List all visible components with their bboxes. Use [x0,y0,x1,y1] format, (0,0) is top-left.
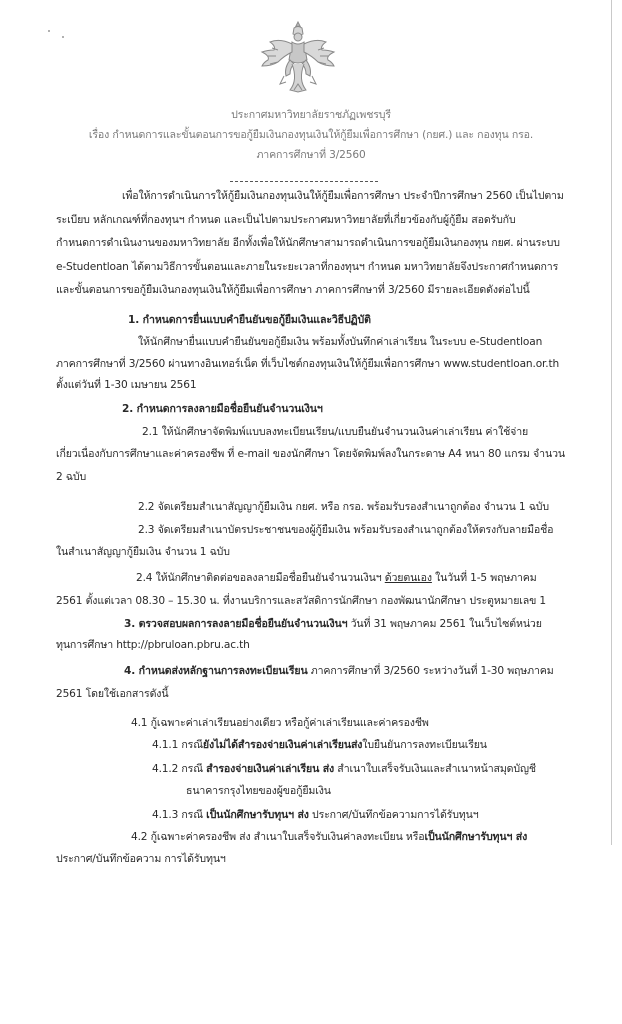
intro-line: e-Studentloan ได้ตามวิธีการขั้นตอนและภายในระยะเวลาที่กองทุนฯ กำหนด มหาวิทยาลัยจึงประกาศกำหนดการ [56,261,559,273]
section-3-url: ทุนการศึกษา http://pbruloan.pbru.ac.th [56,639,250,651]
section-2-heading: 2. กำหนดการลงลายมือชื่อยืนยันจำนวนเงินฯ [122,403,323,415]
item-4-1-3 [152,808,479,822]
item-2-1-cont: 2 ฉบับ [56,471,87,483]
section-1-line: ภาคการศึกษาที่ 3/2560 ผ่านทางอินเทอร์เน็ต ที่เว็บไซต์กองทุนเงินให้กู้ยืมเพื่อการศึกษา www.studentloan.or.th [56,358,560,370]
item-4-2-text: 4.2 กู้เฉพาะค่าครองชีพ ส่ง สำเนาใบเสร็จรับเงินค่าลงทะเบียน หรือ [131,831,425,843]
section-1-heading: 1. กำหนดการยื่นแบบคำยืนยันขอกู้ยืมเงินและวิธีปฏิบัติ [128,314,371,326]
item-4-2-bold: เป็นนักศึกษารับทุนฯ ส่ง [424,831,528,843]
section-3-heading: 3. ตรวจสอบผลการลงลายมือชื่อยืนยันจำนวนเงินฯ [124,618,348,630]
document-subject: เรื่อง กำหนดการและขั้นตอนการขอกู้ยืมเงินกองทุนเงินให้กู้ยืมเพื่อการศึกษา (กยศ.) และ กองทุน กรอ. [88,129,534,141]
item-2-1: 2.1 ให้นักศึกษาจัดพิมพ์แบบลงทะเบียนเรียน/แบบยืนยันจำนวนเงินค่าเล่าเรียน ค่าใช้จ่าย [142,426,529,438]
section-4-cont: 2561 โดยใช้เอกสารดังนี้ [56,688,169,700]
item-4-1-2-bold: สำรองจ่ายเงินค่าเล่าเรียน ส่ง [206,763,335,775]
item-2-3-cont: ในสำเนาสัญญากู้ยืมเงิน จำนวน 1 ฉบับ [56,546,230,558]
item-2-4-text: 2.4 ให้นักศึกษาติดต่อขอลงลายมือชื่อยืนยันจำนวนเงินฯ [136,572,385,584]
item-2-4 [136,571,537,585]
section-3 [124,617,542,631]
item-4-1-1-text: ใบยืนยันการลงทะเบียนเรียน [362,739,487,751]
section-1-dates: ตั้งแต่วันที่ 1-30 เมษายน 2561 [56,379,197,391]
item-4-1-2-text: สำเนาใบเสร็จรับเงินและสำเนาหน้าสมุดบัญชี [334,763,536,775]
item-4-1-3-text: ประกาศ/บันทึกข้อความการได้รับทุนฯ [308,809,479,821]
item-4-1-2 [152,762,536,776]
section-4-text: ภาคการศึกษาที่ 3/2560 ระหว่างวันที่ 1-30 พฤษภาคม [307,665,554,677]
intro-line: และขั้นตอนการขอกู้ยืมเงินกองทุนเงินให้กู้ยืมเพื่อการศึกษา ภาคการศึกษาที่ 3/2560 มีรายละเอียดดังต่อไปนี้ [56,284,530,296]
item-4-1-1-bold: ยังไม่ได้สำรองจ่ายเงินค่าเล่าเรียนส่ง [202,739,363,751]
scan-speck [48,30,50,32]
item-2-3: 2.3 จัดเตรียมสำเนาบัตรประชาชนของผู้กู้ยืมเงิน พร้อมรับรองสำเนาถูกต้องให้ตรงกับลายมือชื่อ [138,524,554,536]
item-4-1-3-bold: เป็นนักศึกษารับทุนฯ ส่ง [206,809,309,821]
document-org-title: ประกาศมหาวิทยาลัยราชภัฏเพชรบุรี [231,109,391,121]
scan-speck [62,36,64,38]
scan-edge-line [611,0,612,845]
section-4 [124,664,554,678]
item-2-2: 2.2 จัดเตรียมสำเนาสัญญากู้ยืมเงิน กยศ. หรือ กรอ. พร้อมรับรองสำเนาถูกต้อง จำนวน 1 ฉบับ [138,501,549,513]
item-2-1-cont: เกี่ยวเนื่องกับการศึกษาและค่าครองชีพ ที่ e-mail ของนักศึกษา โดยจัดพิมพ์ลงในกระดาษ A4 หนา 80 แกรม จำนวน [56,448,565,460]
item-4-1-2-label: 4.1.2 กรณี [152,763,207,775]
item-4-1-2-cont: ธนาคารกรุงไทยของผู้ขอกู้ยืมเงิน [186,785,331,797]
section-4-heading: 4. กำหนดส่งหลักฐานการลงทะเบียนเรียน [124,665,308,677]
item-4-2 [131,830,527,844]
document-term: ภาคการศึกษาที่ 3/2560 [256,149,366,161]
item-2-4-cont: 2561 ตั้งแต่เวลา 08.30 – 15.30 น. ที่งานบริการและสวัสดิการนักศึกษา กองพัฒนานักศึกษา ประตูหมายเลข 1 [56,595,546,607]
section-1-line: ให้นักศึกษายื่นแบบคำยืนยันขอกู้ยืมเงิน พร้อมทั้งบันทึกค่าเล่าเรียน ในระบบ e-Studentloan [138,336,543,348]
in-person-emphasis: ด้วยตนเอง [384,572,432,584]
item-4-1-1-label: 4.1.1 กรณี [152,739,203,751]
intro-line: กำหนดการดำเนินงานของมหาวิทยาลัย อีกทั้งเพื่อให้นักศึกษาสามารถดำเนินการขอกู้ยืมเงินกองทุน กยศ. ผ่านระบบ [56,237,560,249]
item-4-1-1 [152,738,487,752]
garuda-emblem-icon [258,18,338,96]
item-4-1-3-label: 4.1.3 กรณี [152,809,207,821]
header-divider [230,181,378,182]
intro-line: เพื่อให้การดำเนินการให้กู้ยืมเงินกองทุนเงินให้กู้ยืมเพื่อการศึกษา ประจำปีการศึกษา 2560 เป็นไปตาม [122,190,564,202]
item-2-4-text: ในวันที่ 1-5 พฤษภาคม [431,572,537,584]
item-4-1: 4.1 กู้เฉพาะค่าเล่าเรียนอย่างเดียว หรือกู้ค่าเล่าเรียนและค่าครองชีพ [131,717,429,729]
intro-line: ระเบียบ หลักเกณฑ์ที่กองทุนฯ กำหนด และเป็นไปตามประกาศมหาวิทยาลัยที่เกี่ยวข้องกับผู้กู้ยืม สอดรับกับ [56,214,516,226]
item-4-2-cont: ประกาศ/บันทึกข้อความ การได้รับทุนฯ [56,853,226,865]
section-3-text: วันที่ 31 พฤษภาคม 2561 ในเว็บไซต์หน่วย [347,618,542,630]
